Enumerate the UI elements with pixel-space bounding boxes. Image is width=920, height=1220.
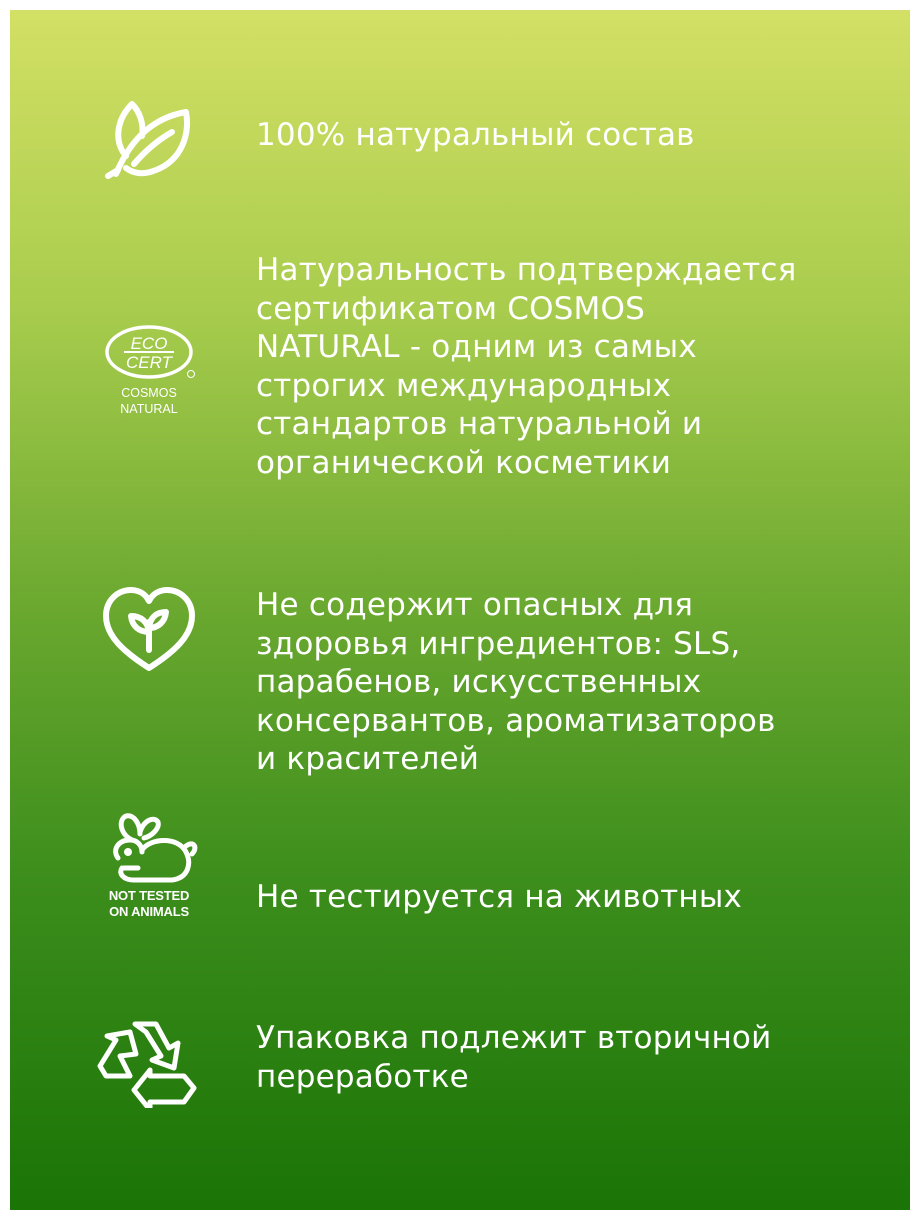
recycle-icon [94, 1018, 204, 1108]
not-tested-caption: NOT TESTED ON ANIMALS [108, 888, 190, 919]
features-card [10, 10, 910, 1210]
feature-text: 100% натуральный состав [256, 117, 695, 153]
cosmos-natural-caption: COSMOS NATURAL [120, 386, 178, 416]
feature-text: Натуральность подтверждается сертификатом COSMOS NATURAL - одним из самых строгих международных стандартов натуральной и органической косметики [256, 252, 797, 481]
svg-text:ECO: ECO [130, 334, 168, 353]
rabbit-icon [94, 810, 204, 885]
feature-text: Не содержит опасных для здоровья ингредиентов: SLS, парабенов, искусственных консервантов, ароматизаторов и красителей [256, 587, 776, 777]
ecocert-logo [94, 322, 204, 382]
leaf-icon [94, 90, 204, 185]
feature-text: Не тестируется на животных [256, 879, 743, 915]
svg-text:CERT: CERT [126, 353, 172, 372]
feature-text: Упаковка подлежит вторичной переработке [256, 1020, 772, 1095]
heart-leaf-icon [94, 584, 204, 674]
